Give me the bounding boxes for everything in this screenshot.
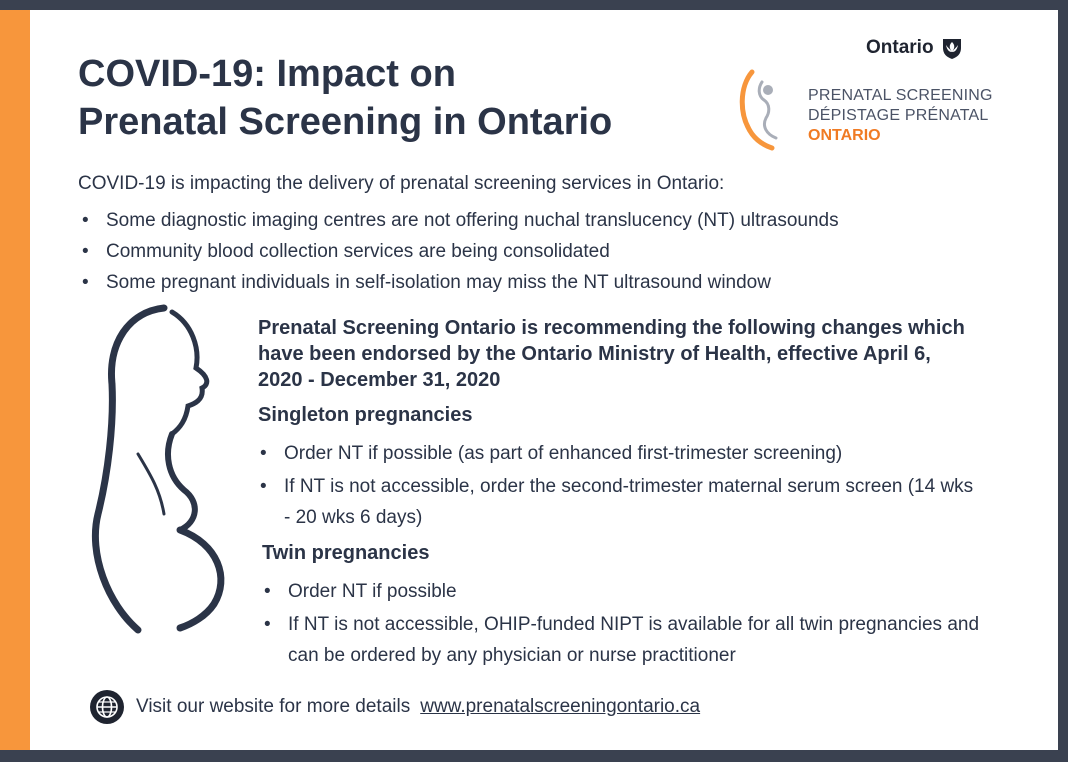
list-item: • Order NT if possible	[262, 576, 982, 607]
prenatal-screening-logo	[732, 68, 1002, 152]
website-footer	[90, 690, 700, 724]
accent-sidebar	[0, 10, 30, 750]
ontario-logo	[866, 36, 964, 60]
title-line-2: Prenatal Screening in Ontario	[78, 101, 613, 143]
pso-line-1: PRENATAL SCREENING	[808, 87, 993, 104]
trillium-icon	[940, 36, 964, 60]
list-item: • Some pregnant individuals in self-isolation may miss the NT ultrasound window	[80, 267, 839, 298]
page-title	[78, 50, 612, 146]
list-item: • Order NT if possible (as part of enhanced first-trimester screening)	[258, 438, 978, 469]
ontario-wordmark: Ontario	[866, 37, 934, 58]
pso-line-3: ONTARIO	[808, 127, 881, 144]
pso-mark-icon	[732, 68, 800, 152]
singleton-list	[258, 438, 978, 535]
list-item: • If NT is not accessible, OHIP-funded NIPT is available for all twin pregnancies and can be ordered by any physician or nurse practitioner	[262, 609, 982, 671]
globe-icon	[90, 690, 124, 724]
list-item: • Some diagnostic imaging centres are not offering nuchal translucency (NT) ultrasounds	[80, 205, 839, 236]
list-item: • Community blood collection services are being consolidated	[80, 236, 839, 267]
recommendation-text: Prenatal Screening Ontario is recommending the following changes which have been endorsed by the Ontario Ministry of Health, effective April 6, 2020 - December 31, 2020	[258, 317, 965, 391]
pso-line-2: DÉPISTAGE PRÉNATAL	[808, 107, 989, 124]
impact-list	[80, 205, 839, 298]
title-line-1: COVID-19: Impact on	[78, 53, 456, 95]
list-item: • If NT is not accessible, order the second-trimester maternal serum screen (14 wks - 20 wks 6 days)	[258, 471, 978, 533]
intro-text: COVID-19 is impacting the delivery of prenatal screening services in Ontario:	[78, 173, 725, 194]
pregnant-silhouette-illustration	[68, 304, 248, 634]
twin-heading: Twin pregnancies	[262, 542, 430, 564]
singleton-heading: Singleton pregnancies	[258, 404, 473, 426]
info-card	[0, 10, 1058, 750]
website-link[interactable]: www.prenatalscreeningontario.ca	[420, 696, 701, 717]
footer-text: Visit our website for more details	[136, 696, 411, 717]
twin-list	[262, 576, 982, 673]
